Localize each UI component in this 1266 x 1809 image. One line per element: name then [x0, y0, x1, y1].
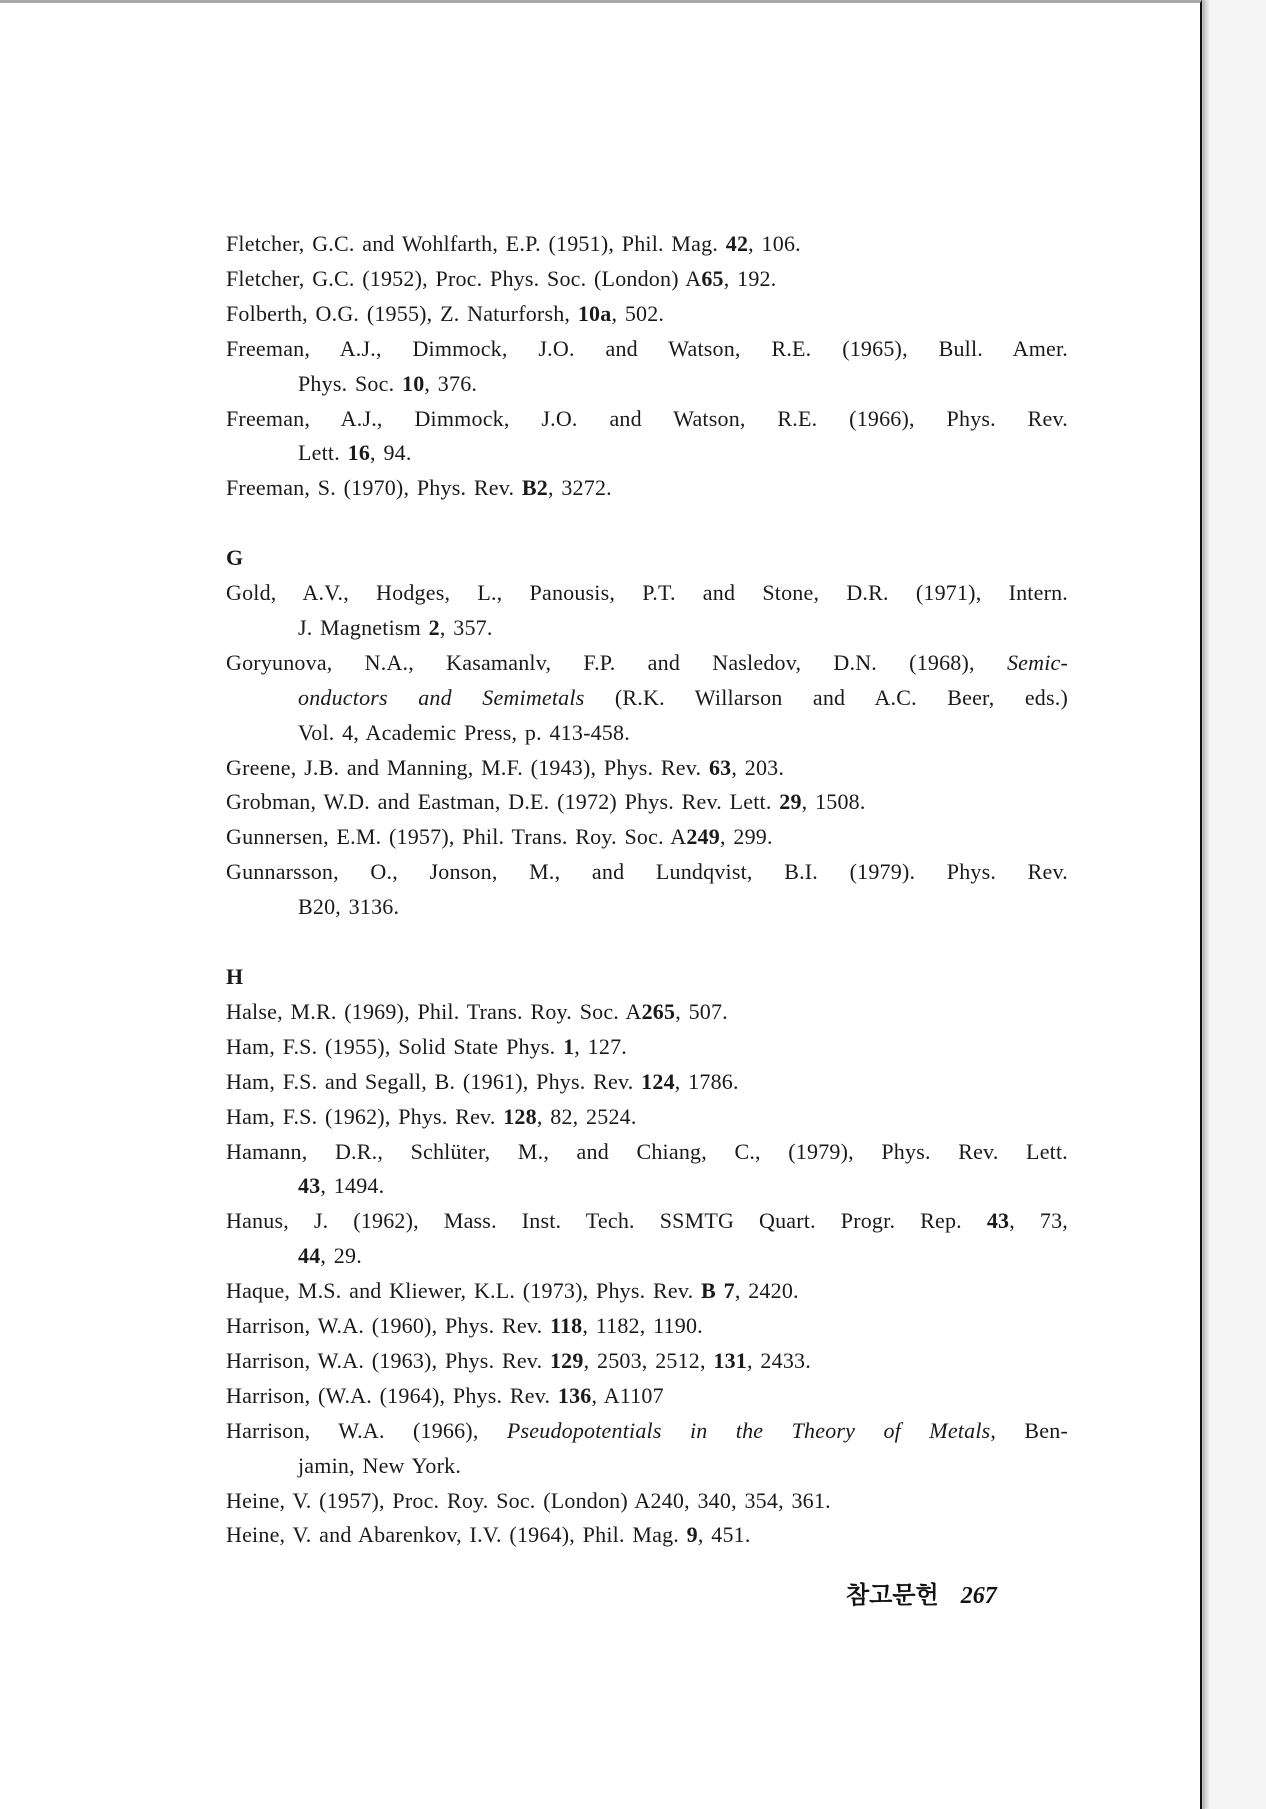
reference-text: Harrison, W.A. (1966),: [226, 1417, 507, 1443]
reference-line: [226, 1100, 1068, 1135]
book-title: Semic-: [1006, 649, 1068, 675]
reference-text: Hanus, J. (1962), Mass. Inst. Tech. SSMTG Quart. Progr. Rep.: [226, 1208, 987, 1234]
reference-text: Gold, A.V., Hodges, L., Panousis, P.T. and Stone, D.R. (1971), Intern.: [226, 580, 1068, 606]
page-number: 267: [960, 1583, 997, 1609]
reference-text: jamin, New York.: [298, 1452, 462, 1478]
section-heading: H: [226, 963, 244, 989]
running-title: 참고문헌: [846, 1583, 939, 1609]
reference-entry: [226, 1135, 1068, 1205]
reference-entry: [226, 1414, 1068, 1484]
reference-text: , 1494.: [320, 1173, 385, 1199]
reference-entry: [226, 1309, 1068, 1344]
reference-line: [226, 611, 1068, 646]
reference-line: [226, 402, 1068, 437]
volume-number: 43: [986, 1208, 1010, 1234]
reference-entry: [226, 646, 1068, 751]
volume-number: 265: [641, 998, 676, 1024]
reference-text: , 2503, 2512,: [583, 1347, 714, 1373]
reference-line: [226, 227, 1068, 262]
volume-number: 9: [686, 1522, 698, 1548]
reference-text: Freeman, A.J., Dimmock, J.O. and Watson, R.E. (1966), Phys. Rev.: [226, 405, 1068, 431]
volume-number: 2: [428, 614, 440, 640]
reference-text: , 299.: [719, 824, 773, 850]
reference-entry: [226, 855, 1068, 925]
reference-text: J. Magnetism: [298, 614, 429, 640]
reference-line: [226, 1309, 1068, 1344]
reference-text: Hamann, D.R., Schlüter, M., and Chiang, C., (1979), Phys. Rev. Lett.: [226, 1138, 1068, 1164]
reference-line: [226, 1065, 1068, 1100]
reference-text: Ham, F.S. (1955), Solid State Phys.: [226, 1033, 564, 1059]
reference-text: , Ben-: [990, 1417, 1068, 1443]
reference-line: [226, 1030, 1068, 1065]
reference-line: [226, 436, 1068, 471]
reference-text: Freeman, A.J., Dimmock, J.O. and Watson, R.E. (1965), Bull. Amer.: [226, 335, 1068, 361]
reference-text: , 1508.: [801, 789, 866, 815]
volume-number: 124: [641, 1068, 675, 1094]
reference-line: [226, 716, 1068, 751]
reference-entry: [226, 332, 1068, 402]
reference-list: [226, 227, 1068, 1553]
reference-text: Gunnarsson, O., Jonson, M., and Lundqvist, B.I. (1979). Phys. Rev.: [226, 859, 1068, 885]
volume-number: 65: [701, 265, 724, 291]
reference-text: , 203.: [731, 754, 785, 780]
volume-number: 1: [563, 1033, 575, 1059]
reference-line: [226, 1379, 1068, 1414]
volume-number: 63: [708, 754, 732, 780]
reference-text: , 94.: [370, 440, 412, 466]
reference-entry: [226, 1030, 1068, 1065]
reference-entry: [226, 785, 1068, 820]
reference-line: [226, 855, 1068, 890]
reference-text: Phys. Soc.: [298, 370, 402, 396]
reference-text: , 357.: [439, 614, 493, 640]
reference-text: Lett.: [298, 440, 348, 466]
reference-entry: [226, 1100, 1068, 1135]
reference-text: Heine, V. and Abarenkov, I.V. (1964), Phil. Mag.: [226, 1522, 687, 1548]
volume-number: 136: [557, 1382, 592, 1408]
reference-text: , 106.: [748, 231, 801, 256]
reference-text: Freeman, S. (1970), Phys. Rev.: [226, 475, 522, 501]
reference-text: , A1107: [591, 1382, 664, 1408]
reference-text: Goryunova, N.A., Kasamanlv, F.P. and Nasledov, D.N. (1968),: [226, 649, 1007, 675]
reference-text: , 2433.: [747, 1347, 811, 1373]
reference-line: [226, 1135, 1068, 1170]
reference-entry: [226, 1065, 1068, 1100]
reference-text: (R.K. Willarson and A.C. Beer, eds.): [584, 684, 1068, 710]
book-title: onductors and Semimetals: [298, 684, 585, 710]
reference-text: Gunnersen, E.M. (1957), Phil. Trans. Roy. Soc. A: [226, 824, 687, 850]
reference-line: [226, 785, 1068, 820]
reference-line: [226, 1204, 1068, 1239]
reference-line: [226, 681, 1068, 716]
reference-entry: [226, 820, 1068, 855]
volume-number: 129: [549, 1347, 584, 1373]
reference-line: [226, 1239, 1068, 1274]
volume-number: 118: [549, 1313, 583, 1339]
reference-text: Folberth, O.G. (1955), Z. Naturforsh,: [226, 300, 578, 326]
reference-entry: [226, 1379, 1068, 1414]
section-heading: G: [226, 545, 244, 571]
reference-text: Heine, V. (1957), Proc. Roy. Soc. (London) A240, 340, 354, 361.: [226, 1487, 831, 1513]
reference-line: [226, 1169, 1068, 1204]
reference-text: B20, 3136.: [298, 894, 400, 920]
volume-number: 44: [298, 1243, 321, 1269]
reference-text: Fletcher, G.C. and Wohlfarth, E.P. (1951), Phil. Mag.: [226, 231, 726, 256]
reference-text: Haque, M.S. and Kliewer, K.L. (1973), Phys. Rev.: [226, 1278, 702, 1304]
reference-text: , 507.: [675, 998, 728, 1024]
reference-entry: [226, 297, 1068, 332]
reference-text: , 2420.: [734, 1278, 799, 1304]
volume-number: 128: [503, 1103, 537, 1129]
reference-entry: [226, 751, 1068, 786]
reference-text: Halse, M.R. (1969), Phil. Trans. Roy. Soc. A: [226, 998, 642, 1024]
page-footer: [846, 1575, 997, 1610]
reference-text: Grobman, W.D. and Eastman, D.E. (1972) Phys. Rev. Lett.: [226, 789, 780, 815]
volume-number: B 7: [701, 1278, 735, 1304]
reference-entry: [226, 995, 1068, 1030]
reference-line: [226, 751, 1068, 786]
reference-text: , 73,: [1009, 1208, 1068, 1234]
reference-line: [226, 367, 1068, 402]
reference-entry: [226, 1518, 1068, 1553]
volume-number: 16: [347, 440, 371, 466]
reference-text: , 1182, 1190.: [582, 1313, 703, 1339]
reference-line: [226, 890, 1068, 925]
reference-line: [226, 1449, 1068, 1484]
volume-number: 43: [298, 1173, 321, 1199]
volume-number: 131: [713, 1347, 748, 1373]
reference-text: Fletcher, G.C. (1952), Proc. Phys. Soc. (London) A: [226, 265, 702, 291]
reference-text: , 192.: [723, 265, 777, 291]
reference-text: Vol. 4, Academic Press, p. 413-458.: [298, 719, 630, 745]
reference-text: , 1786.: [674, 1068, 739, 1094]
reference-line: [226, 820, 1068, 855]
reference-line: [226, 262, 1068, 297]
reference-entry: [226, 1274, 1068, 1309]
volume-number: 42: [725, 231, 749, 256]
book-title: Pseudopotentials in the Theory of Metals: [506, 1417, 991, 1443]
volume-number: 249: [686, 824, 720, 850]
reference-line: [226, 471, 1068, 506]
reference-text: , 82, 2524.: [536, 1103, 637, 1129]
volume-number: 10a: [577, 300, 612, 326]
reference-text: Greene, J.B. and Manning, M.F. (1943), Phys. Rev.: [226, 754, 709, 780]
reference-entry: [226, 1344, 1068, 1379]
reference-entry: [226, 262, 1068, 297]
reference-entry: [226, 1204, 1068, 1274]
reference-line: [226, 576, 1068, 611]
reference-line: [226, 1484, 1068, 1519]
reference-line: [226, 297, 1068, 332]
reference-line: [226, 646, 1068, 681]
reference-text: , 502.: [611, 300, 665, 326]
reference-text: Harrison, (W.A. (1964), Phys. Rev.: [226, 1382, 558, 1408]
reference-text: , 29.: [320, 1243, 362, 1269]
reference-text: , 376.: [424, 370, 478, 396]
volume-number: 29: [779, 789, 802, 815]
reference-entry: [226, 402, 1068, 472]
reference-line: [226, 995, 1068, 1030]
volume-number: B2: [521, 475, 548, 501]
reference-line: [226, 332, 1068, 367]
reference-text: , 451.: [697, 1522, 751, 1548]
reference-line: [226, 1274, 1068, 1309]
reference-line: [226, 1518, 1068, 1553]
reference-text: Ham, F.S. and Segall, B. (1961), Phys. Rev.: [226, 1068, 642, 1094]
reference-entry: [226, 471, 1068, 506]
reference-text: Harrison, W.A. (1963), Phys. Rev.: [226, 1347, 550, 1373]
reference-entry: [226, 227, 1068, 262]
reference-line: [226, 1414, 1068, 1449]
volume-number: 10: [402, 370, 425, 396]
reference-entry: [226, 1484, 1068, 1519]
reference-text: , 3272.: [547, 475, 612, 501]
reference-entry: [226, 576, 1068, 646]
reference-line: [226, 1344, 1068, 1379]
reference-text: , 127.: [574, 1033, 627, 1059]
reference-text: Ham, F.S. (1962), Phys. Rev.: [226, 1103, 504, 1129]
reference-text: Harrison, W.A. (1960), Phys. Rev.: [226, 1313, 550, 1339]
